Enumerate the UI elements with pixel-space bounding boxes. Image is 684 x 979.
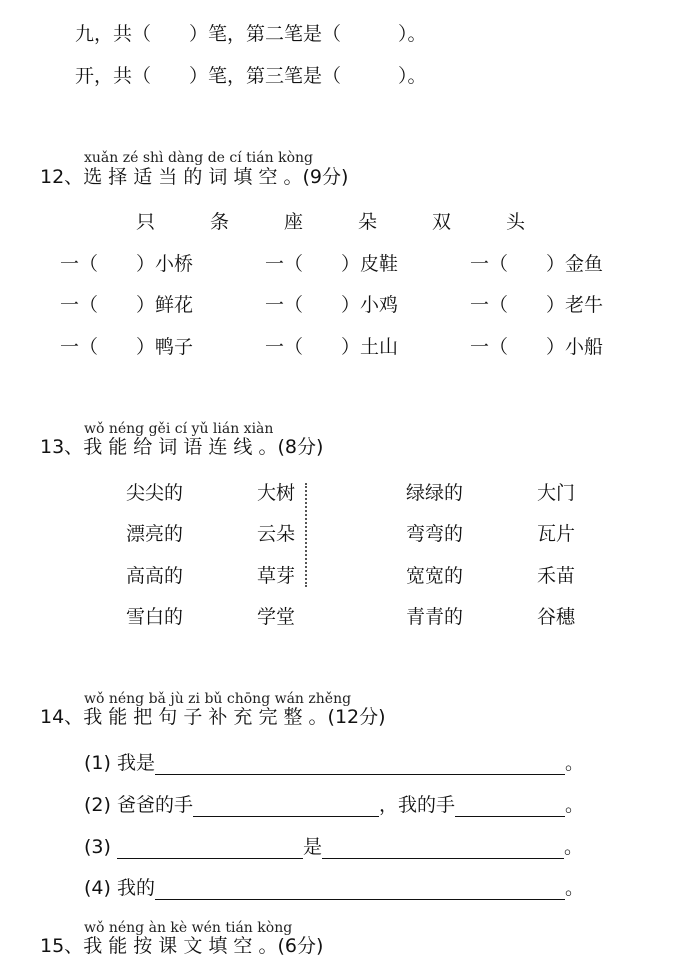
q13-left-word[interactable]: 雪白的 [126,606,184,628]
q13-right-word[interactable]: 弯弯的 [406,523,464,545]
q14-pinyin: wǒ néng bǎ jù zi bǔ chōng wán zhěng [84,691,352,707]
q14-s2-mid: ，我的手 [378,794,455,816]
q15-title: 我 能 按 课 文 填 空 。 [83,935,278,957]
q14-heading [40,705,386,729]
q15-score: (6分) [277,935,324,957]
q14-s4-period: 。 [564,877,584,899]
q13-right-word[interactable]: 绿绿的 [406,482,464,504]
q14-s3-answer-line-a[interactable] [117,840,303,859]
q13-title: 我 能 给 词 语 连 线 。 [83,436,278,458]
q13-left-noun[interactable]: 大树 [257,482,296,504]
q13-left-word[interactable]: 漂亮的 [126,523,184,545]
q12-blank-item[interactable]: 一（ ）皮鞋 [265,253,399,275]
q12-word: 只 [136,211,156,233]
q12-blank-item[interactable]: 一（ ）小桥 [60,253,194,275]
q15-heading [40,934,323,958]
q14-s1-period: 。 [564,752,584,774]
q11-line-2: 开，共（ ）笔，第三笔是（ ）。 [75,65,427,87]
q12-blank-item[interactable]: 一（ ）老牛 [470,294,604,316]
q12-word: 条 [210,211,230,233]
q13-left-noun[interactable]: 云朵 [257,523,296,545]
q13-pinyin: wǒ néng gěi cí yǔ lián xiàn [84,421,274,437]
q14-s1-label: (1) 我是 [84,752,155,774]
q15-pinyin: wǒ néng àn kè wén tián kòng [84,920,293,936]
q12-title: 选 择 适 当 的 词 填 空 。 [83,166,303,188]
q14-sentence-2 [84,793,584,817]
q14-sentence-1 [84,751,584,775]
q13-left-noun[interactable]: 学堂 [257,606,296,628]
q13-score: (8分) [277,436,324,458]
q14-s3-answer-line-b[interactable] [322,840,564,859]
q12-blank-item[interactable]: 一（ ）金鱼 [470,253,604,275]
q14-title: 我 能 把 句 子 补 充 完 整 。 [83,706,328,728]
q12-heading [40,165,348,189]
q12-blank-item[interactable]: 一（ ）小鸡 [265,294,399,316]
q13-left-noun[interactable]: 草芽 [257,565,296,587]
q14-s2-answer-line-b[interactable] [455,798,565,817]
q14-s4-label: (4) 我的 [84,877,155,899]
q12-pinyin: xuǎn zé shì dàng de cí tián kòng [84,150,313,166]
q13-dashed-divider [305,483,307,587]
q13-heading [40,435,323,459]
q13-right-word[interactable]: 青青的 [406,606,464,628]
q14-s1-answer-line[interactable] [155,756,565,775]
q14-s4-answer-line[interactable] [155,881,565,900]
q14-score: (12分) [327,706,386,728]
q14-s2-period: 。 [564,794,584,816]
q13-right-word[interactable]: 宽宽的 [406,565,464,587]
q12-blank-item[interactable]: 一（ ）鲜花 [60,294,194,316]
q14-s2-answer-line-a[interactable] [193,798,379,817]
q13-right-noun[interactable]: 瓦片 [537,523,576,545]
q11-line-1: 九，共（ ）笔，第二笔是（ ）。 [75,23,427,45]
q12-word: 朵 [358,211,378,233]
q14-sentence-3 [84,835,583,859]
q14-s2-label: (2) 爸爸的手 [84,794,193,816]
q13-right-noun[interactable]: 大门 [537,482,576,504]
q13-right-noun[interactable]: 谷穗 [537,606,576,628]
q14-s3-period: 。 [563,836,583,858]
q13-left-word[interactable]: 高高的 [126,565,184,587]
q12-blank-item[interactable]: 一（ ）鸭子 [60,336,194,358]
q15-number: 15、 [40,935,84,957]
q12-score: (9分) [302,166,349,188]
q13-right-noun[interactable]: 禾苗 [537,565,576,587]
q14-s3-mid: 是 [302,836,322,858]
q12-blank-item[interactable]: 一（ ）土山 [265,336,399,358]
q14-s3-label: (3) [84,836,111,858]
q12-word: 头 [506,211,526,233]
q12-blank-item[interactable]: 一（ ）小船 [470,336,604,358]
q12-number: 12、 [40,166,84,188]
q12-word: 座 [284,211,304,233]
q13-number: 13、 [40,436,84,458]
q14-sentence-4 [84,876,584,900]
q12-word: 双 [432,211,452,233]
q14-number: 14、 [40,706,84,728]
q13-left-word[interactable]: 尖尖的 [126,482,184,504]
